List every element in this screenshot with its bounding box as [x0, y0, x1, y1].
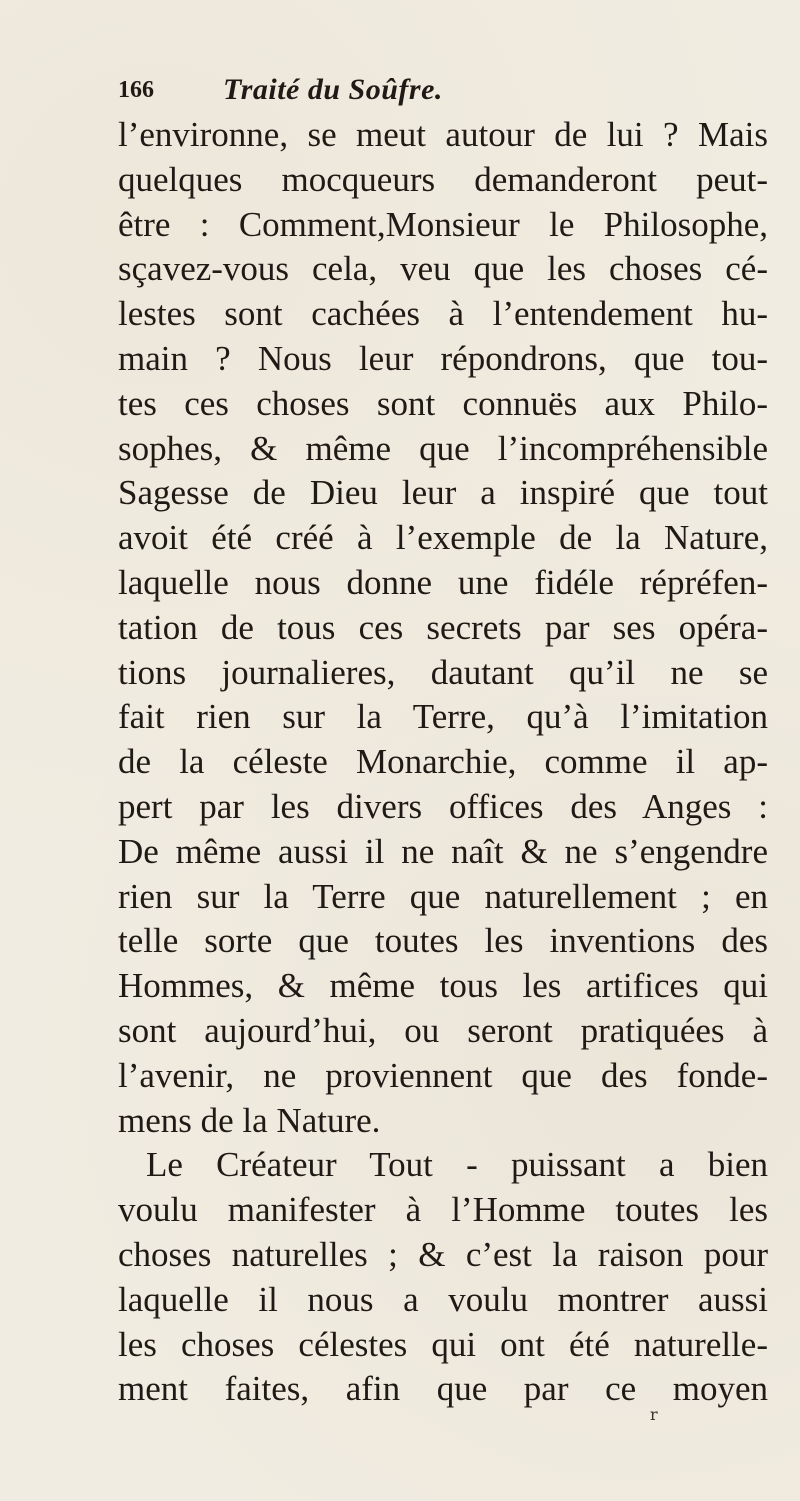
text-line: sçavez-vous cela, veu que les choses cé- [118, 249, 768, 289]
text-line: Sagesse de Dieu leur a inspiré que tout [118, 473, 768, 513]
text-line: choses naturelles ; & c’est la raison pour [118, 1234, 768, 1274]
text-line: rien sur la Terre que naturellement ; en [118, 876, 768, 916]
text-line: lestes sont cachées à l’entendement hu- [118, 294, 768, 334]
text-line: tation de tous ces secrets par ses opéra- [118, 607, 768, 647]
text-line: tes ces choses sont connuës aux Philo- [118, 383, 768, 423]
text-line: voulu manifester à l’Homme toutes les [118, 1190, 768, 1230]
text-line: quelques mocqueurs demanderont peut- [118, 159, 768, 199]
text-line: laquelle nous donne une fidéle répréfen- [118, 562, 768, 602]
running-title: Traité du Soûfre. [223, 73, 443, 106]
page-number: 166 [118, 77, 154, 103]
page-header [118, 70, 718, 110]
text-line: fait rien sur la Terre, qu’à l’imitation [118, 697, 768, 737]
text-line: ment faites, afin que par ce moyen [118, 1369, 768, 1409]
text-line: Le Créateur Tout - puissant a bien [146, 1145, 768, 1185]
text-line: tions journalieres, dautant qu’il ne se [118, 652, 768, 692]
text-line: sont aujourd’hui, ou seront pratiquées à [118, 1010, 768, 1050]
text-line: être : Comment,Monsieur le Philosophe, [118, 204, 768, 244]
text-line: mens de la Nature. [118, 1100, 381, 1140]
text-line: sophes, & même que l’incompréhensible [118, 428, 768, 468]
footer-mark: r [650, 1405, 658, 1424]
text-line: l’environne, se meut autour de lui ? Mais [118, 115, 768, 154]
text-line: De même aussi il ne naît & ne s’engendre [118, 831, 768, 871]
text-line: Hommes, & même tous les artifices qui [118, 966, 768, 1006]
text-line: telle sorte que toutes les inventions des [118, 921, 768, 961]
text-line: laquelle il nous a voulu montrer aussi [118, 1279, 768, 1319]
body-text [118, 113, 768, 1412]
text-line: l’avenir, ne proviennent que des fonde- [118, 1055, 768, 1095]
text-line: de la céleste Monarchie, comme il ap- [118, 742, 768, 782]
text-line: pert par les divers offices des Anges : [118, 786, 768, 826]
text-line: avoit été créé à l’exemple de la Nature, [118, 518, 768, 558]
text-line: les choses célestes qui ont été naturelle- [118, 1324, 768, 1364]
text-line: main ? Nous leur répondrons, que tou- [118, 338, 768, 378]
